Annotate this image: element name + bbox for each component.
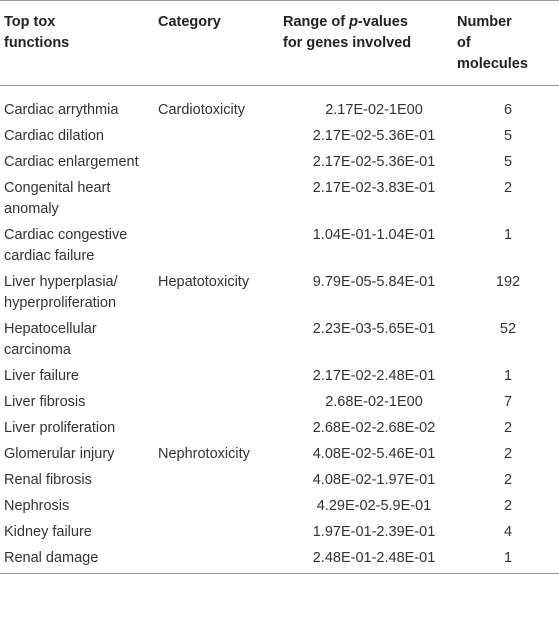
header-functions-line1: Top tox	[4, 14, 56, 30]
table-header	[0, 1, 559, 86]
cell-range: 1.04E-01-1.04E-01	[312, 227, 436, 243]
cell-function: Liver hyperplasia/ hyperproliferation	[4, 274, 118, 311]
cell-number: 2	[503, 472, 513, 488]
header-category-label: Category	[158, 14, 221, 30]
cell-number: 2	[503, 446, 513, 462]
cell-number: 52	[499, 321, 517, 337]
table-row	[0, 389, 559, 415]
cell-number: 2	[503, 420, 513, 436]
header-number-line2: of	[457, 35, 471, 51]
cell-range: 4.08E-02-5.46E-01	[312, 446, 436, 462]
header-functions-line2: functions	[4, 35, 70, 51]
cell-number: 1	[457, 545, 559, 574]
cell-function: Kidney failure	[4, 524, 92, 540]
cell-function: Cardiac congestive cardiac failure	[4, 227, 128, 264]
cell-range: 4.29E-02-5.9E-01	[316, 498, 432, 514]
cell-number: 192	[495, 274, 521, 290]
header-number-line1: Number	[457, 14, 512, 30]
cell-function: Liver fibrosis	[4, 394, 86, 410]
cell-number: 2	[503, 498, 513, 514]
table-row	[0, 175, 559, 222]
cell-number: 2	[503, 180, 513, 196]
header-category	[156, 1, 283, 86]
cell-function: Nephrosis	[4, 498, 70, 514]
table-row	[0, 316, 559, 363]
table-row	[0, 467, 559, 493]
cell-category: Nephrotoxicity	[158, 446, 250, 462]
cell-category: Hepatotoxicity	[158, 274, 250, 290]
cell-range: 9.79E-05-5.84E-01	[312, 274, 436, 290]
cell-function: Cardiac enlargement	[4, 154, 139, 170]
cell-category	[156, 149, 283, 175]
table-row	[0, 123, 559, 149]
cell-function: Liver failure	[4, 368, 79, 384]
table-row	[0, 545, 559, 574]
table-row	[0, 493, 559, 519]
table-row	[0, 149, 559, 175]
cell-function: Renal fibrosis	[4, 472, 92, 488]
header-number-line3: molecules	[457, 56, 528, 72]
table-row	[0, 363, 559, 389]
cell-range: 2.17E-02-5.36E-01	[312, 154, 436, 170]
cell-range: 2.48E-01-2.48E-01	[283, 545, 457, 574]
header-row	[0, 1, 559, 86]
cell-number: 7	[503, 394, 513, 410]
cell-function: Hepatocellular carcinoma	[4, 321, 97, 358]
cell-function: Liver proliferation	[4, 420, 116, 436]
cell-category	[156, 519, 283, 545]
cell-category	[156, 175, 283, 222]
header-top-tox-functions	[0, 1, 156, 86]
header-range-p: p	[349, 14, 358, 30]
cell-category	[156, 389, 283, 415]
cell-range: 2.17E-02-1E00	[325, 102, 423, 118]
table-row	[0, 415, 559, 441]
header-range-line2: for genes involved	[283, 35, 412, 51]
cell-category	[156, 493, 283, 519]
cell-range: 2.17E-02-3.83E-01	[312, 180, 436, 196]
cell-range: 4.08E-02-1.97E-01	[312, 472, 436, 488]
cell-category	[156, 123, 283, 149]
table-row	[0, 222, 559, 269]
cell-number: 5	[503, 154, 513, 170]
cell-category	[156, 363, 283, 389]
table-row	[0, 86, 559, 124]
cell-category: Cardiotoxicity	[158, 102, 246, 118]
cell-number: 4	[503, 524, 513, 540]
header-range-values: -values	[357, 14, 408, 30]
cell-number: 6	[503, 102, 513, 118]
cell-number: 5	[503, 128, 513, 144]
table-row	[0, 441, 559, 467]
cell-number: 1	[503, 368, 513, 384]
header-number-of-molecules	[457, 1, 559, 86]
cell-category	[156, 316, 283, 363]
cell-range: 1.97E-01-2.39E-01	[312, 524, 436, 540]
table-row	[0, 269, 559, 316]
cell-function: Glomerular injury	[4, 446, 115, 462]
header-range-text: Range of	[283, 14, 350, 30]
cell-range: 2.68E-02-1E00	[325, 394, 423, 410]
cell-range: 2.68E-02-2.68E-02	[312, 420, 436, 436]
cell-category	[156, 222, 283, 269]
cell-category	[156, 467, 283, 493]
cell-range: 2.23E-03-5.65E-01	[312, 321, 436, 337]
cell-function: Renal damage	[0, 545, 156, 574]
cell-function: Congenital heart anomaly	[4, 180, 111, 217]
cell-range: 2.17E-02-5.36E-01	[312, 128, 436, 144]
cell-range: 2.17E-02-2.48E-01	[312, 368, 436, 384]
cell-number: 1	[503, 227, 513, 243]
cell-function: Cardiac arrythmia	[4, 102, 119, 118]
cell-category	[156, 545, 283, 574]
header-range-of-p-values	[283, 1, 457, 86]
table-row	[0, 519, 559, 545]
cell-category	[156, 415, 283, 441]
cell-function: Cardiac dilation	[4, 128, 104, 144]
table-body	[0, 86, 559, 574]
